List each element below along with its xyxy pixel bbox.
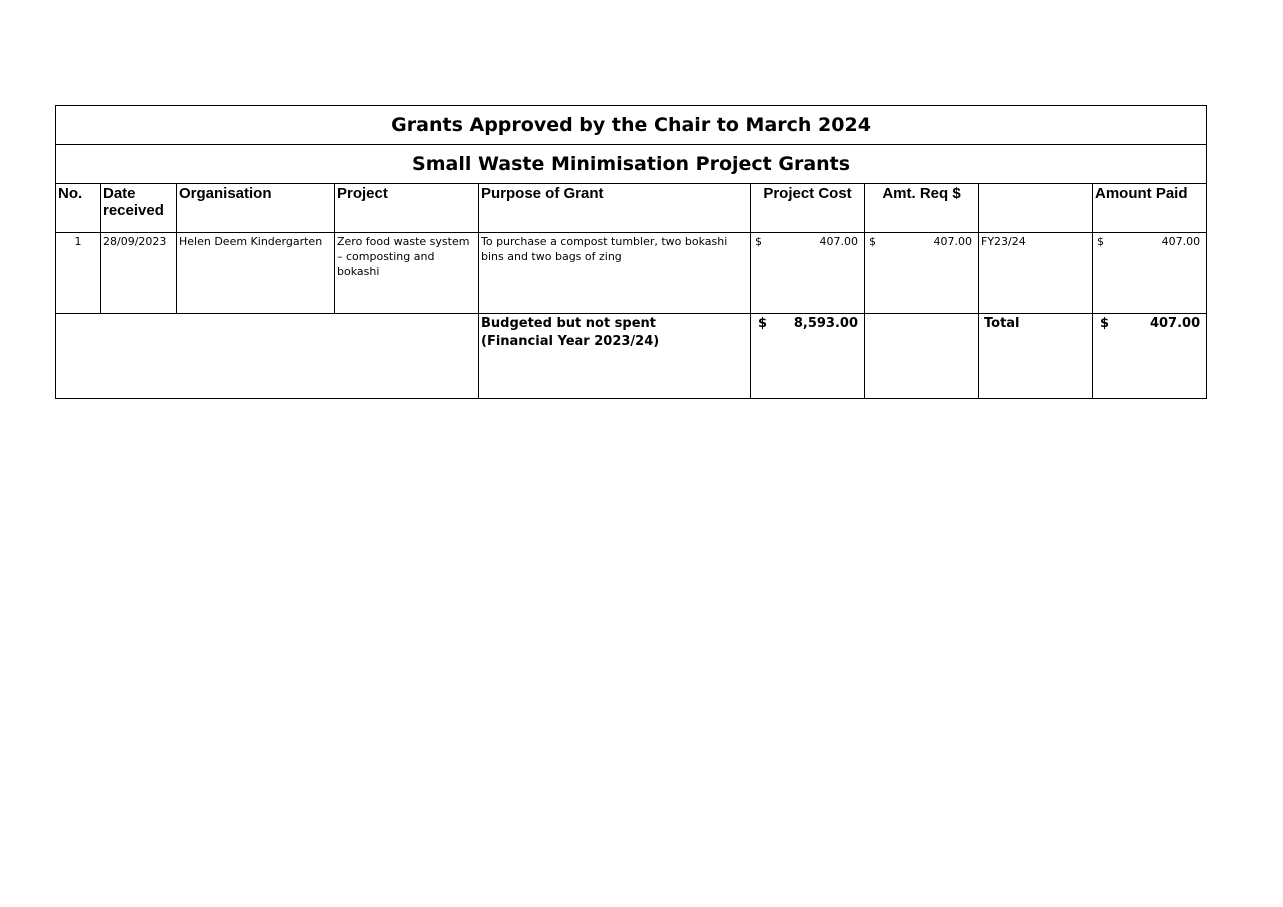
total-label: Total — [979, 314, 1093, 399]
cell-no: 1 — [56, 233, 101, 314]
budget-amount-cell — [751, 314, 865, 399]
currency-symbol: $ — [1100, 316, 1110, 331]
header-no: No. — [56, 184, 101, 233]
budget-label-line1: Budgeted but not spent — [481, 316, 657, 331]
cell-year: FY23/24 — [979, 233, 1093, 314]
header-date-received: Date received — [101, 184, 177, 233]
currency-symbol: $ — [755, 235, 762, 248]
footer-blank-cell — [865, 314, 979, 399]
table-row — [56, 233, 1207, 314]
currency-symbol: $ — [869, 235, 876, 248]
header-purpose: Purpose of Grant — [479, 184, 751, 233]
amount-paid-value: 407.00 — [1161, 235, 1201, 248]
budget-label — [479, 314, 751, 399]
currency-symbol: $ — [1097, 235, 1104, 248]
page-title: Grants Approved by the Chair to March 2024 — [56, 106, 1207, 145]
header-project-cost: Project Cost — [751, 184, 865, 233]
header-amt-req: Amt. Req $ — [865, 184, 979, 233]
project-cost-value: 407.00 — [819, 235, 858, 248]
header-organisation: Organisation — [177, 184, 335, 233]
cell-date-received: 28/09/2023 — [101, 233, 177, 314]
cell-purpose: To purchase a compost tumbler, two bokashi bins and two bags of zing — [479, 233, 751, 314]
budget-label-line2: (Financial Year 2023/24) — [481, 334, 660, 349]
currency-symbol: $ — [758, 316, 768, 331]
header-project: Project — [335, 184, 479, 233]
cell-amt-req — [865, 233, 979, 314]
cell-organisation: Helen Deem Kindergarten — [177, 233, 335, 314]
header-row — [56, 184, 1207, 233]
cell-amount-paid — [1093, 233, 1207, 314]
amt-req-value: 407.00 — [933, 235, 972, 248]
table-subtitle: Small Waste Minimisation Project Grants — [56, 145, 1207, 184]
total-amount-value: 407.00 — [1149, 316, 1201, 331]
header-blank — [979, 184, 1093, 233]
grants-table — [55, 105, 1207, 399]
footer-empty-cell — [56, 314, 479, 399]
header-amount-paid: Amount Paid — [1093, 184, 1207, 233]
total-amount-cell — [1093, 314, 1207, 399]
budget-amount-value: 8,593.00 — [793, 316, 858, 331]
cell-project-cost — [751, 233, 865, 314]
footer-row — [56, 314, 1207, 399]
grants-sheet — [55, 105, 1206, 399]
cell-project: Zero food waste system – composting and bokashi — [335, 233, 479, 314]
